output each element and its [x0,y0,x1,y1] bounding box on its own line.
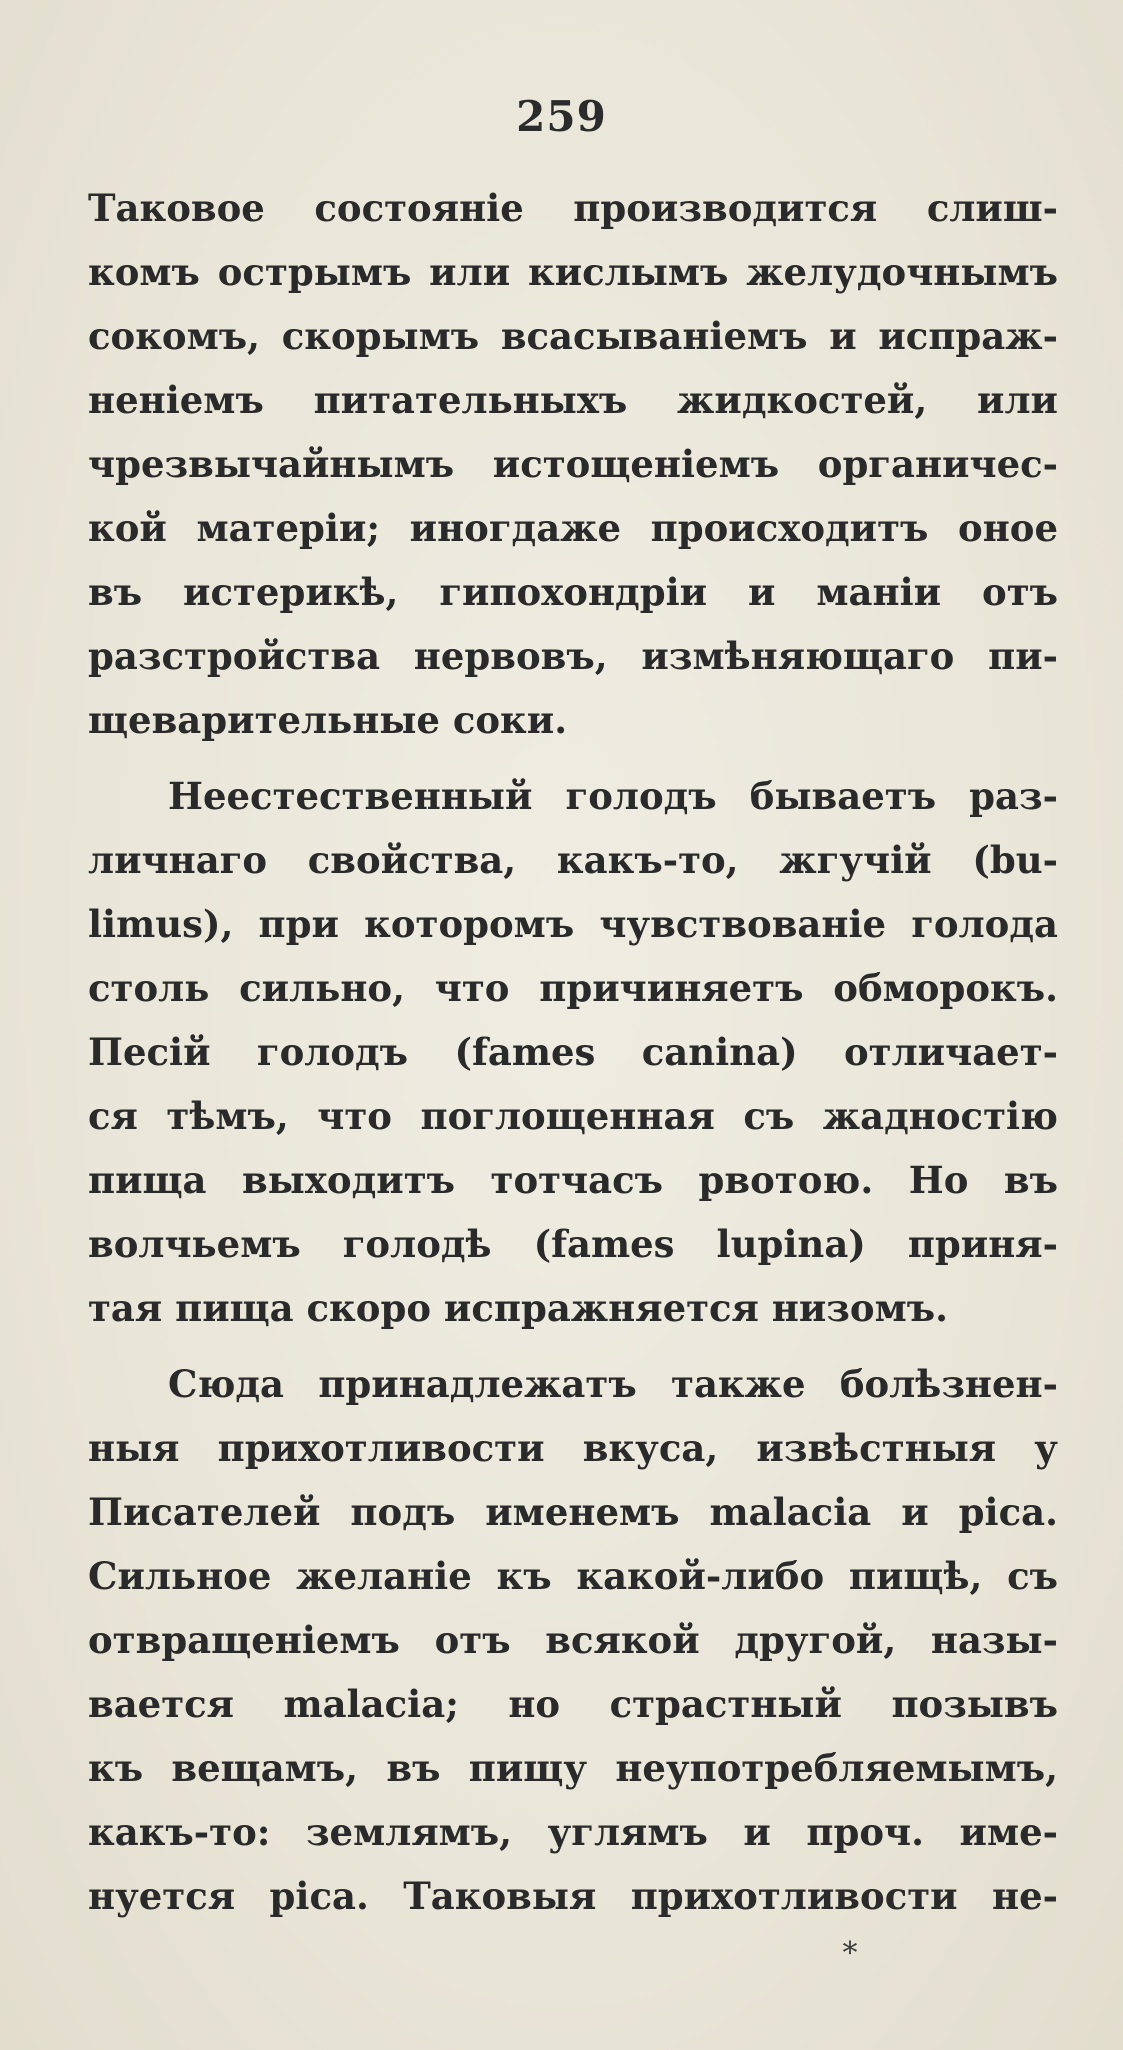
text-line: отвращенiемъ отъ всякой другой, назы- [88,1618,1058,1662]
text-line: къ вещамъ, въ пищу неупотребляемымъ, [88,1746,1058,1790]
text-line: нуется pica. Таковыя прихотливости не- [88,1874,1058,1918]
text-line: комъ острымъ или кислымъ желудочнымъ [88,250,1058,294]
text-line: Песiй голодъ (fames canina) отличает- [88,1030,1058,1074]
text-line: кой матерiи; иногдаже происходитъ оное [88,506,1058,550]
text-line: личнаго свойства, какъ-то, жгучiй (bu- [88,838,1058,882]
text-line: Сильное желанiе къ какой-либо пищѣ, съ [88,1554,1058,1598]
text-line: въ истерикѣ, гипохондрiи и манiи отъ [88,570,1058,614]
text-line: Писателей подъ именемъ malacia и pica. [88,1490,1058,1534]
text-line: столь сильно, что причиняетъ обморокъ. [88,966,1058,1010]
text-line: ся тѣмъ, что поглощенная съ жадностiю [88,1094,1058,1138]
text-line: Таковое состоянiе производится слиш- [88,186,1058,230]
text-line: чрезвычайнымъ истощенiемъ органичес- [88,442,1058,486]
text-line: сокомъ, скорымъ всасыванiемъ и испраж- [88,314,1058,358]
text-line: щеварительные соки. [88,698,568,742]
text-line: тая пища скоро испражняется низомъ. [88,1286,948,1330]
text-line: ныя прихотливости вкуса, извѣстныя у [88,1426,1058,1470]
text-line: Сюда принадлежатъ также болѣзнен- [168,1362,1058,1406]
text-line: какъ-то: землямъ, углямъ и проч. име- [88,1810,1058,1854]
page-number: 259 [516,92,607,141]
text-line: пища выходитъ тотчасъ рвотою. Но въ [88,1158,1058,1202]
text-line: разстройства нервовъ, измѣняющаго пи- [88,634,1058,678]
text-line: вается malacia; но страстный позывъ [88,1682,1058,1726]
text-line: Неестественный голодъ бываетъ раз- [168,774,1058,818]
text-line: ненiемъ питательныхъ жидкостей, или [88,378,1058,422]
text-line: волчьемъ голодѣ (fames lupina) приня- [88,1222,1058,1266]
signature-mark: * [842,1936,858,1971]
text-line: limus), при которомъ чувствованiе голода [88,902,1058,946]
